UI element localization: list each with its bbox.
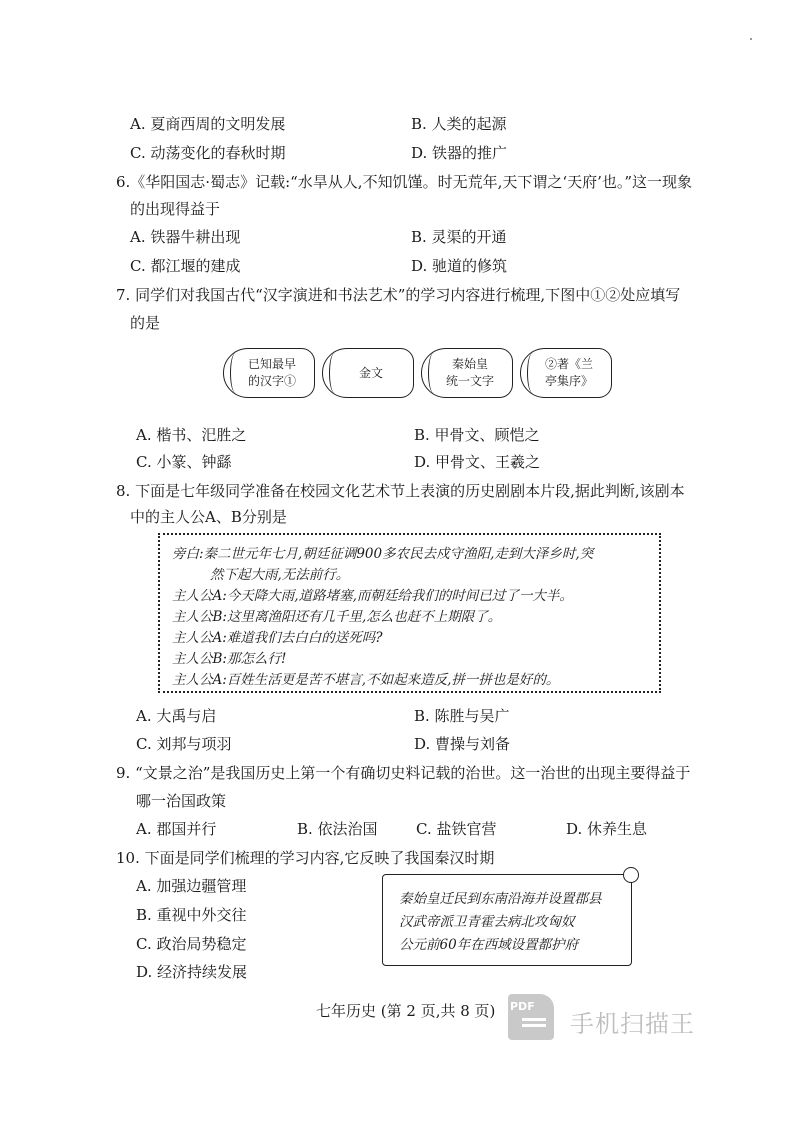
q9-stem-cont: 哪一治国政策 bbox=[136, 792, 227, 810]
note-line-2: 汉武帝派卫青霍去病北攻匈奴 bbox=[399, 914, 575, 930]
scanner-watermark: 手机扫描王 bbox=[570, 1010, 695, 1038]
flow-step-3-text: 秦始皇 统一文字 bbox=[445, 357, 494, 388]
q10-option-c: C. 政治局势稳定 bbox=[136, 935, 247, 953]
q7-option-b: B. 甲骨文、顾恺之 bbox=[414, 426, 540, 444]
script-line-a3: 主人公A:百姓生活更是苦不堪言,不如起来造反,拼一拼也是好的。 bbox=[172, 672, 560, 688]
flow-step-2-text: 金文 bbox=[358, 365, 383, 380]
q7-option-d: D. 甲骨文、王羲之 bbox=[414, 453, 541, 471]
q8-stem-cont: 中的主人公A、B分别是 bbox=[130, 508, 287, 526]
flow-step-4 bbox=[520, 348, 612, 398]
page-footer: 七年历史 (第 2 页,共 8 页) bbox=[316, 1002, 496, 1020]
q5-option-c: C. 动荡变化的春秋时期 bbox=[130, 144, 286, 162]
q6-option-c: C. 都江堰的建成 bbox=[130, 257, 241, 275]
script-line-narration: 旁白:秦二世元年七月,朝廷征调900多农民去戍守渔阳,走到大泽乡时,突 bbox=[172, 546, 594, 562]
q10-scroll-note bbox=[382, 874, 632, 966]
flow-step-3 bbox=[421, 348, 513, 398]
q8-option-b: B. 陈胜与吴广 bbox=[414, 707, 510, 725]
q8-option-d: D. 曹操与刘备 bbox=[414, 735, 511, 753]
q10-option-b: B. 重视中外交往 bbox=[136, 906, 247, 924]
q7-option-a: A. 楷书、汜胜之 bbox=[136, 426, 247, 444]
q6-option-b: B. 灵渠的开通 bbox=[411, 228, 507, 246]
q9-option-d: D. 休养生息 bbox=[566, 820, 648, 838]
q6-stem: 6.《华阳国志·蜀志》记载:“水旱从人,不知饥馑。时无荒年,天下谓之‘天府’也。”这一现象 bbox=[116, 173, 693, 191]
q10-option-a: A. 加强边疆管理 bbox=[136, 877, 247, 895]
q6-stem-cont: 的出现得益于 bbox=[130, 200, 221, 218]
script-line-b2: 主人公B:那怎么行! bbox=[172, 651, 287, 667]
q9-option-c: C. 盐铁官营 bbox=[416, 820, 497, 838]
flow-step-2 bbox=[322, 348, 414, 398]
q8-option-a: A. 大禹与启 bbox=[136, 707, 217, 725]
q7-option-c: C. 小篆、钟繇 bbox=[136, 453, 232, 471]
script-line-b1: 主人公B:这里离渔阳还有几千里,怎么也赶不上期限了。 bbox=[172, 609, 502, 625]
q5-option-a: A. 夏商西周的文明发展 bbox=[130, 115, 286, 133]
q8-option-c: C. 刘邦与项羽 bbox=[136, 735, 232, 753]
script-line-a2: 主人公A:难道我们去白白的送死吗? bbox=[172, 630, 383, 646]
q5-option-d: D. 铁器的推广 bbox=[411, 144, 508, 162]
pdf-logo-text: PDF bbox=[510, 1000, 535, 1013]
q9-stem: 9. “文景之治”是我国历史上第一个有确切史料记载的治世。这一治世的出现主要得益于 bbox=[116, 764, 691, 782]
q7-stem-cont: 的是 bbox=[130, 314, 161, 332]
q7-stem: 7. 同学们对我国古代“汉字演进和书法艺术”的学习内容进行梳理,下图中①②处应填写 bbox=[116, 286, 681, 304]
script-excerpt-box bbox=[158, 533, 661, 693]
q6-option-d: D. 驰道的修筑 bbox=[411, 257, 508, 275]
scan-speck bbox=[750, 38, 752, 40]
script-line-narration-cont: 然下起大雨,无法前行。 bbox=[210, 567, 350, 583]
note-line-1: 秦始皇迁民到东南沿海并设置郡县 bbox=[399, 891, 602, 907]
q10-option-d: D. 经济持续发展 bbox=[136, 963, 248, 981]
pdf-logo-icon bbox=[508, 994, 554, 1040]
q5-option-b: B. 人类的起源 bbox=[411, 115, 507, 133]
q10-stem: 10. 下面是同学们梳理的学习内容,它反映了我国秦汉时期 bbox=[116, 849, 495, 867]
q9-option-a: A. 郡国并行 bbox=[136, 820, 217, 838]
q6-option-a: A. 铁器牛耕出现 bbox=[130, 228, 241, 246]
note-line-3: 公元前60年在西域设置都护府 bbox=[399, 937, 579, 953]
script-line-a1: 主人公A:今天降大雨,道路堵塞,而朝廷给我们的时间已过了一大半。 bbox=[172, 588, 573, 604]
flow-step-1 bbox=[223, 348, 315, 398]
q8-stem: 8. 下面是七年级同学准备在校园文化艺术节上表演的历史剧剧本片段,据此判断,该剧本 bbox=[116, 482, 685, 500]
flow-step-4-text: ②著《兰 亭集序》 bbox=[544, 357, 593, 388]
flow-step-1-text: 已知最早 的汉字① bbox=[247, 357, 296, 388]
q9-option-b: B. 依法治国 bbox=[297, 820, 378, 838]
